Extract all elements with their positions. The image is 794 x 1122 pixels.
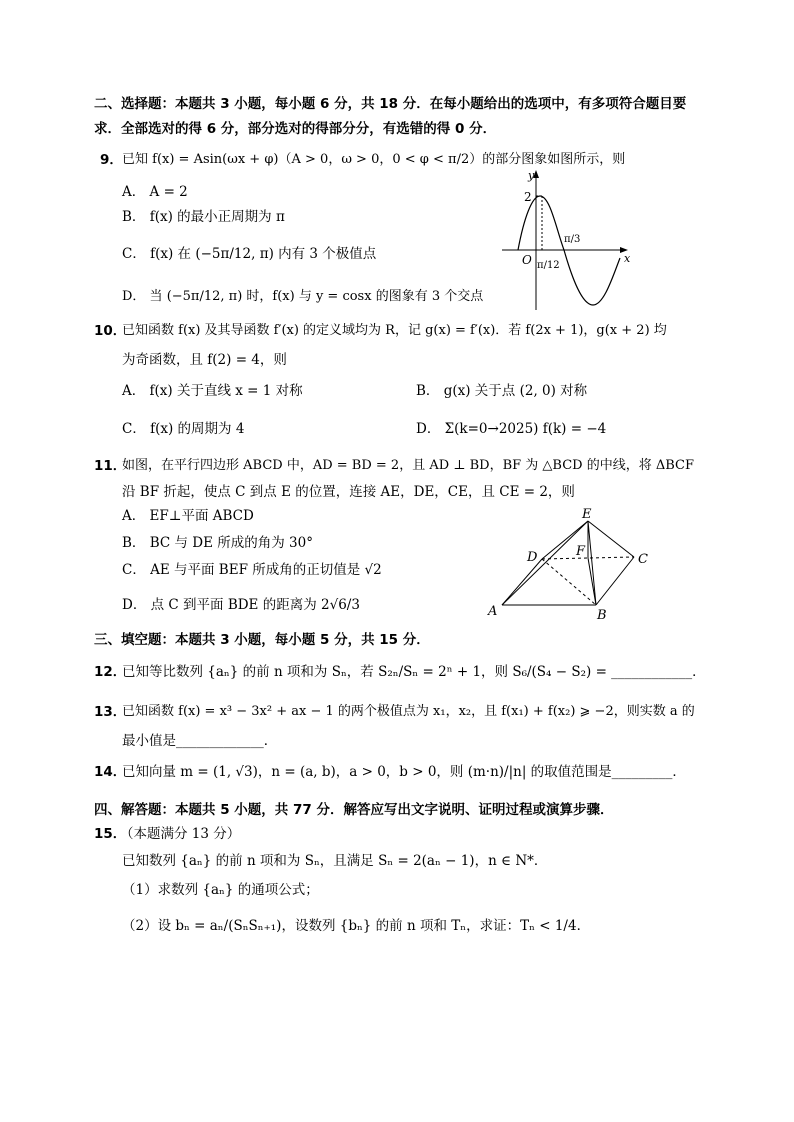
x-tick-pi-3: π/3 [564,234,581,245]
question-number: 12． [94,664,127,680]
option-d: D． Σ(k=0→2025) f(k) = −4 [416,421,607,437]
option-c: C． f(x) 的周期为 4 [122,421,245,437]
option-b: B． BC 与 DE 所成的角为 30° [122,535,313,551]
question-stem-line2: 沿 BF 折起，使点 C 到点 E 的位置，连接 AE，DE，CE，且 CE = 2，则 [122,484,575,500]
question-stem: 已知向量 m = (1, √3)，n = (a, b)，a > 0，b > 0，则 (m·n)/|n| 的取值范围是_________． [122,764,686,780]
question-stem: 已知 f(x) = Asin(ωx + φ)（A > 0，ω > 0，0 < φ < π/2）的部分图象如图所示，则 [122,152,626,167]
question-stem-line1: 已知函数 f(x) = x³ − 3x² + ax − 1 的两个极值点为 x₁，x₂，且 f(x₁) + f(x₂) ⩾ −2，则实数 a 的 [122,704,695,719]
option-a: A． f(x) 关于直线 x = 1 对称 [122,383,303,399]
label-b: B [597,608,607,623]
option-d: D． 当 (−5π/12, π) 时，f(x) 与 y = cosx 的图象有 3 个交点 [122,289,484,304]
edge-ae [502,521,588,605]
question-stem: 已知等比数列 {aₙ} 的前 n 项和为 Sₙ，若 S₂ₙ/Sₙ = 2ⁿ + 1，则 S₆/(S₄ − S₂) = ____________． [122,664,706,680]
sine-graph [500,168,650,313]
option-d: D． 点 C 到平面 BDE 的距离为 2√6/3 [122,597,360,613]
question-stem-line2: 最小值是_____________． [122,733,278,749]
part-2: （2）设 bₙ = aₙ/(SₙSₙ₊₁)，设数列 {bₙ} 的前 n 项和 Tₙ，求证：Tₙ < 1/4． [122,918,591,934]
question-number: 10． [94,323,127,339]
y-tick-2: 2 [524,190,532,204]
option-a: A． EF⊥平面 ABCD [122,508,254,524]
edge-ad [502,559,542,605]
edge-bc [596,557,634,605]
question-stem-line1: 如图，在平行四边形 ABCD 中，AD = BD = 2，且 AD ⊥ BD，BF 为 △BCD 的中线，将 ΔBCF [122,458,695,473]
section-4-heading: 四、解答题：本题共 5 小题，共 77 分．解答应写出文字说明、证明过程或演算步骤． [94,802,614,818]
question-stem-line2: 为奇函数，且 f(2) = 4，则 [122,352,287,368]
option-c: C． f(x) 在 (−5π/12, π) 内有 3 个极值点 [122,246,377,262]
edge-db [542,559,596,605]
y-axis-label: y [528,169,535,182]
label-a: A [488,604,498,619]
label-e: E [582,507,592,522]
part-1: （1）求数列 {aₙ} 的通项公式； [122,882,319,898]
option-b: B． g(x) 关于点 (2, 0) 对称 [416,383,588,399]
question-number: 13． [94,704,127,720]
label-c: C [638,552,648,567]
section-2-heading-line1: 二、选择题：本题共 3 小题，每小题 6 分，共 18 分．在每小题给出的选项中，有多项符合题目要 [94,96,687,112]
x-tick-pi-12: π/12 [537,260,560,271]
label-d: D [527,550,538,565]
question-number: 15． [94,826,127,842]
origin-label: O [522,253,532,267]
section-2-heading-line2: 求．全部选对的得 6 分，部分选对的得部分分，有选错的得 0 分． [94,121,497,137]
option-b: B． f(x) 的最小正周期为 π [122,209,285,225]
option-a: A． A = 2 [122,184,188,200]
x-axis-label: x [624,252,631,265]
option-c: C． AE 与平面 BEF 所成角的正切值是 √2 [122,562,382,578]
question-number: 11． [94,458,127,474]
question-number: 14． [94,764,127,780]
pyramid-figure [480,505,660,623]
edge-ec [588,521,634,557]
question-number: 9． [100,152,123,168]
section-3-heading: 三、填空题：本题共 3 小题，每小题 5 分，共 15 分． [94,632,430,648]
label-f: F [576,544,586,559]
question-score: （本题满分 13 分） [120,826,241,842]
question-stem: 已知数列 {aₙ} 的前 n 项和为 Sₙ，且满足 Sₙ = 2(aₙ − 1)，n ∈ N*． [122,853,548,869]
question-stem-line1: 已知函数 f(x) 及其导函数 f′(x) 的定义域均为 R，记 g(x) = f′(x)．若 f(2x + 1)，g(x + 2) 均 [122,323,667,338]
